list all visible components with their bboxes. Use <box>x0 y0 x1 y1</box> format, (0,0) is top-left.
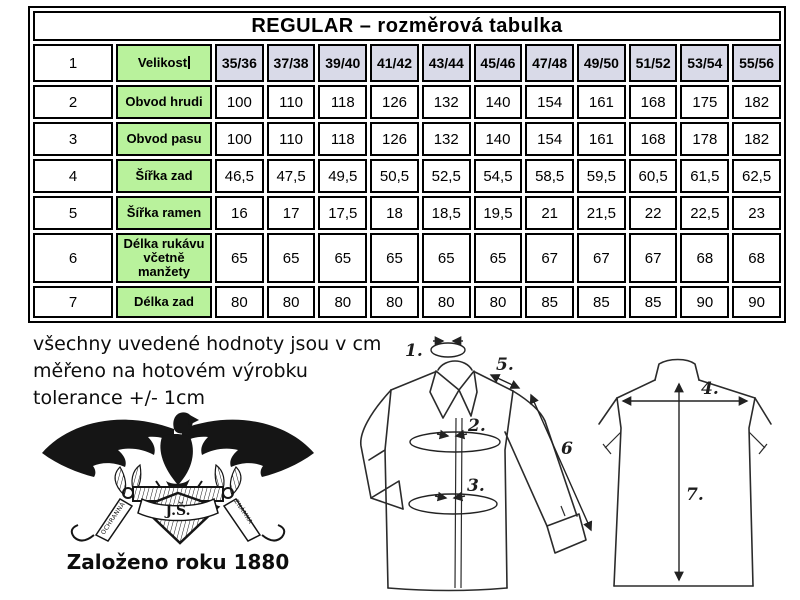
value-cell: 118 <box>318 122 367 156</box>
measure-label-waist: 3. <box>467 476 485 496</box>
value-cell: 80 <box>318 286 367 318</box>
value-cell: 18,5 <box>422 196 471 230</box>
size-header-cell: 49/50 <box>577 44 626 82</box>
value-cell: 68 <box>680 233 729 283</box>
note-line-1: všechny uvedené hodnoty jsou v cm <box>33 333 382 355</box>
measure-label-back-width: 4. <box>701 379 719 399</box>
value-cell: 85 <box>629 286 678 318</box>
notes-block <box>33 331 381 412</box>
value-cell: 16 <box>215 196 264 230</box>
value-cell: 132 <box>422 85 471 119</box>
value-cell: 161 <box>577 85 626 119</box>
value-cell: 168 <box>629 122 678 156</box>
value-cell: 58,5 <box>525 159 574 193</box>
size-header-cell: 51/52 <box>629 44 678 82</box>
value-cell: 59,5 <box>577 159 626 193</box>
size-header-cell: 55/56 <box>732 44 781 82</box>
value-cell: 21 <box>525 196 574 230</box>
table-row <box>33 196 781 230</box>
eagle-logo <box>38 407 318 547</box>
value-cell: 18 <box>370 196 419 230</box>
row-label-velikost <box>116 44 212 82</box>
value-cell: 140 <box>474 85 523 119</box>
value-cell: 65 <box>318 233 367 283</box>
value-cell: 65 <box>215 233 264 283</box>
value-cell: 85 <box>525 286 574 318</box>
row-label: Délka rukávu včetně manžety <box>116 233 212 283</box>
row-number: 6 <box>33 233 113 283</box>
size-header-cell: 45/46 <box>474 44 523 82</box>
value-cell: 67 <box>525 233 574 283</box>
table-row <box>33 233 781 283</box>
value-cell: 60,5 <box>629 159 678 193</box>
measure-label-chest: 2. <box>468 416 486 436</box>
row-label: Obvod pasu <box>116 122 212 156</box>
row-label: Obvod hrudi <box>116 85 212 119</box>
value-cell: 175 <box>680 85 729 119</box>
value-cell: 154 <box>525 122 574 156</box>
logo-ribbon-left: OCHRANNÁ <box>99 500 127 537</box>
size-header-cell: 35/36 <box>215 44 264 82</box>
value-cell: 80 <box>370 286 419 318</box>
text-cursor <box>188 56 190 69</box>
value-cell: 178 <box>680 122 729 156</box>
table-row <box>33 122 781 156</box>
row-number: 4 <box>33 159 113 193</box>
value-cell: 182 <box>732 85 781 119</box>
value-cell: 67 <box>577 233 626 283</box>
value-cell: 80 <box>267 286 316 318</box>
size-header-row <box>33 44 781 82</box>
value-cell: 110 <box>267 85 316 119</box>
size-header-cell: 39/40 <box>318 44 367 82</box>
table-row <box>33 85 781 119</box>
row-number: 2 <box>33 85 113 119</box>
note-line-2: měřeno na hotovém výrobku <box>33 360 308 382</box>
value-cell: 85 <box>577 286 626 318</box>
table-row <box>33 159 781 193</box>
row-number: 3 <box>33 122 113 156</box>
row-number: 5 <box>33 196 113 230</box>
value-cell: 126 <box>370 122 419 156</box>
value-cell: 21,5 <box>577 196 626 230</box>
value-cell: 90 <box>680 286 729 318</box>
size-header-cell: 53/54 <box>680 44 729 82</box>
back-shirt-diagram <box>599 360 771 587</box>
size-header-cell: 43/44 <box>422 44 471 82</box>
value-cell: 52,5 <box>422 159 471 193</box>
value-cell: 168 <box>629 85 678 119</box>
value-cell: 65 <box>422 233 471 283</box>
row-label-text: Velikost <box>137 55 188 70</box>
note-line-3: tolerance +/- 1cm <box>33 387 205 409</box>
measure-label-back-length: 7. <box>686 485 704 505</box>
value-cell: 17,5 <box>318 196 367 230</box>
value-cell: 54,5 <box>474 159 523 193</box>
value-cell: 47,5 <box>267 159 316 193</box>
value-cell: 50,5 <box>370 159 419 193</box>
front-shirt-diagram <box>361 341 591 591</box>
value-cell: 65 <box>267 233 316 283</box>
sizing-table <box>28 6 786 323</box>
value-cell: 182 <box>732 122 781 156</box>
value-cell: 80 <box>215 286 264 318</box>
row-label: Šířka zad <box>116 159 212 193</box>
logo-initials: J.Š. <box>165 503 191 519</box>
measure-label-shoulder: 5. <box>496 355 514 375</box>
value-cell: 100 <box>215 122 264 156</box>
value-cell: 140 <box>474 122 523 156</box>
value-cell: 161 <box>577 122 626 156</box>
value-cell: 90 <box>732 286 781 318</box>
table-row <box>33 286 781 318</box>
value-cell: 49,5 <box>318 159 367 193</box>
value-cell: 100 <box>215 85 264 119</box>
value-cell: 80 <box>422 286 471 318</box>
value-cell: 23 <box>732 196 781 230</box>
value-cell: 22,5 <box>680 196 729 230</box>
value-cell: 61,5 <box>680 159 729 193</box>
value-cell: 17 <box>267 196 316 230</box>
measure-label-sleeve: 6 <box>561 439 573 459</box>
value-cell: 22 <box>629 196 678 230</box>
size-header-cell: 41/42 <box>370 44 419 82</box>
table-title: REGULAR – rozměrová tabulka <box>33 11 781 41</box>
value-cell: 19,5 <box>474 196 523 230</box>
value-cell: 46,5 <box>215 159 264 193</box>
measure-label-collar: 1. <box>405 341 423 361</box>
value-cell: 110 <box>267 122 316 156</box>
row-label: Délka zad <box>116 286 212 318</box>
row-number: 1 <box>33 44 113 82</box>
value-cell: 67 <box>629 233 678 283</box>
logo-ribbon-right: ZNÁMKA <box>232 498 254 526</box>
value-cell: 154 <box>525 85 574 119</box>
row-number: 7 <box>33 286 113 318</box>
shirt-diagrams <box>355 328 800 600</box>
value-cell: 65 <box>370 233 419 283</box>
founded-text: Založeno roku 1880 <box>66 550 290 574</box>
value-cell: 132 <box>422 122 471 156</box>
value-cell: 65 <box>474 233 523 283</box>
size-header-cell: 37/38 <box>267 44 316 82</box>
value-cell: 68 <box>732 233 781 283</box>
size-header-cell: 47/48 <box>525 44 574 82</box>
value-cell: 80 <box>474 286 523 318</box>
row-label: Šířka ramen <box>116 196 212 230</box>
value-cell: 118 <box>318 85 367 119</box>
value-cell: 126 <box>370 85 419 119</box>
value-cell: 62,5 <box>732 159 781 193</box>
